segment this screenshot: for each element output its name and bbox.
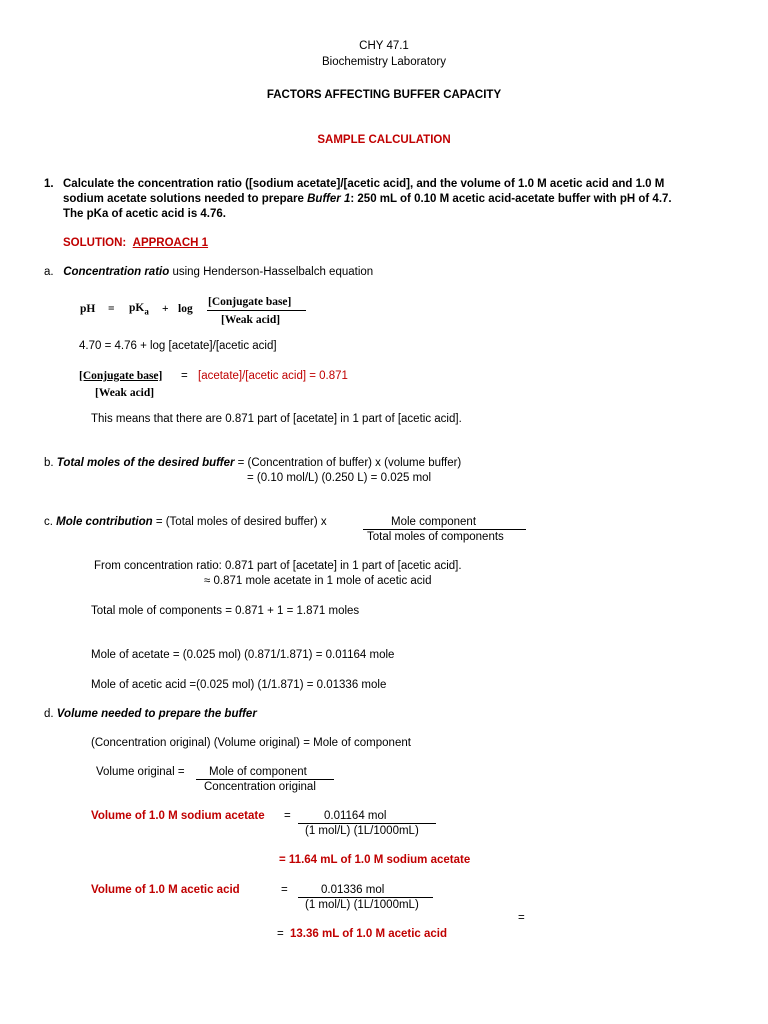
mole-fraction-denominator: Total moles of components — [367, 531, 504, 543]
ratio-approx-line: ≈ 0.871 mole acetate in 1 mole of acetic acid — [204, 575, 432, 587]
ratio-numerator: [Conjugate base] — [79, 370, 163, 382]
lab-name: Biochemistry Laboratory — [322, 56, 446, 68]
ratio-meaning: This means that there are 0.871 part of [acetate] in 1 part of [acetic acid]. — [91, 413, 462, 425]
sodium-acetate-result: = 11.64 mL of 1.0 M sodium acetate — [279, 854, 471, 866]
problem-number: 1. — [44, 178, 54, 190]
section-title: SAMPLE CALCULATION — [317, 134, 451, 146]
ratio-result: [acetate]/[acetic acid] = 0.871 — [198, 370, 348, 382]
sodium-acetate-equals: = — [284, 810, 291, 822]
part-a-heading: a. Concentration ratio using Henderson-Hasselbalch equation — [44, 266, 374, 278]
acetic-acid-result-equals: = — [277, 928, 284, 940]
part-d-heading: d. Volume needed to prepare the buffer — [44, 708, 257, 720]
acetic-acid-denominator: (1 mol/L) (1L/1000mL) — [305, 899, 419, 911]
problem-line-2: sodium acetate solutions needed to prepare Buffer 1: 250 mL of 0.10 M acetic acid-acetate buffer with pH of 4.7. — [63, 193, 672, 205]
mole-of-acetic-acid: Mole of acetic acid =(0.025 mol) (1/1.871) = 0.01336 mole — [91, 679, 387, 691]
mole-fraction-numerator: Mole component — [391, 516, 477, 528]
mole-of-acetate: Mole of acetate = (0.025 mol) (0.871/1.871) = 0.01164 mole — [91, 649, 395, 661]
solution-label: SOLUTION: APPROACH 1 — [63, 237, 209, 249]
problem-line-1: Calculate the concentration ratio ([sodium acetate]/[acetic acid], and the volume of 1.0 M acetic acid and 1.0 M — [63, 178, 665, 190]
total-moles-result: = (0.10 mol/L) (0.250 L) = 0.025 mol — [247, 472, 432, 484]
document-title: FACTORS AFFECTING BUFFER CAPACITY — [266, 89, 502, 101]
pka-symbol: $pK_a$ — [129, 302, 149, 317]
hh-fraction-bar — [207, 310, 306, 311]
ratio-equals: = — [181, 370, 188, 382]
volume-original-label: Volume original = — [96, 766, 185, 778]
acetic-acid-equals: = — [281, 884, 288, 896]
sodium-acetate-numerator: 0.01164 mol — [324, 810, 387, 822]
mole-fraction-bar — [363, 529, 526, 530]
problem-line-3: The pKa of acetic acid is 4.76. — [63, 208, 226, 220]
hh-denominator: [Weak acid] — [221, 314, 281, 326]
sodium-acetate-denominator: (1 mol/L) (1L/1000mL) — [305, 825, 419, 837]
part-b-heading: b. Total moles of the desired buffer = (Concentration of buffer) x (volume buffer) — [44, 457, 462, 469]
hh-numerator: [Conjugate base] — [208, 296, 292, 308]
approach-label: APPROACH 1 — [132, 237, 209, 249]
acetic-acid-numerator: 0.01336 mol — [321, 884, 385, 896]
ratio-denominator: [Weak acid] — [95, 387, 155, 399]
volume-original-numerator: Mole of component — [209, 766, 307, 778]
acetic-acid-bar — [298, 897, 433, 898]
dilution-relation: (Concentration original) (Volume original) = Mole of component — [91, 737, 411, 749]
volume-original-bar — [196, 779, 334, 780]
ph-substitution: 4.70 = 4.76 + log [acetate]/[acetic acid] — [79, 340, 277, 352]
sodium-acetate-volume-label: Volume of 1.0 M sodium acetate — [91, 810, 265, 822]
course-code: CHY 47.1 — [359, 40, 409, 52]
volume-original-denominator: Concentration original — [204, 781, 316, 793]
sodium-acetate-bar — [298, 823, 436, 824]
ratio-from-line: From concentration ratio: 0.871 part of [acetate] in 1 part of [acetic acid]. — [94, 560, 462, 572]
stray-equals-sign: = — [518, 912, 525, 924]
acetic-acid-result: 13.36 mL of 1.0 M acetic acid — [290, 928, 448, 940]
part-c-heading: c. Mole contribution = (Total moles of desired buffer) x — [44, 516, 327, 528]
total-mole-components: Total mole of components = 0.871 + 1 = 1.871 moles — [91, 605, 360, 617]
acetic-acid-volume-label: Volume of 1.0 M acetic acid — [91, 884, 240, 896]
